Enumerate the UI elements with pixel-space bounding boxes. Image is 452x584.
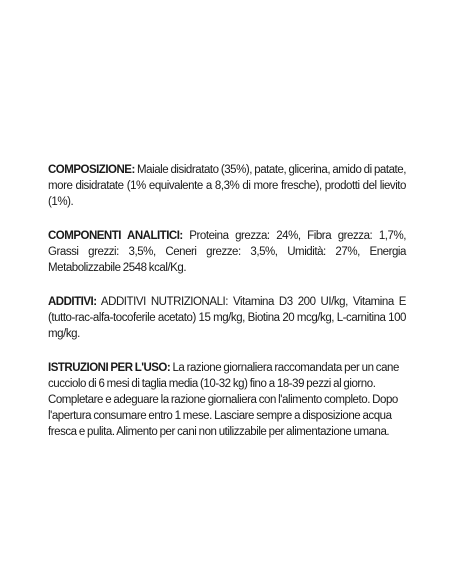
section-composizione xyxy=(48,162,406,210)
section-heading: COMPOSIZIONE: xyxy=(48,164,135,176)
product-label-text xyxy=(48,162,406,458)
section-body: ADDITIVI NUTRIZIONALI: Vitamina D3 200 UI/kg, Vitamina E (tutto-rac-alfa-tocoferile acetato) 15 mg/kg, Biotina 20 mcg/kg, L-carnitina 100 mg/kg. xyxy=(48,296,406,340)
section-body: La razione giornaliera raccomandata per un cane cucciolo di 6 mesi di taglia media (10-32 kg) fino a 18-39 pezzi al giorno. Completare e adeguare la razione giornaliera con l'alimento completo. Dopo l'apertura consumare entro 1 mese. Lasciare sempre a disposizione acqua fresca e pulita. Alimento per cani non utilizzabile per alimentazione umana. xyxy=(48,362,399,438)
section-body: Maiale disidratato (35%), patate, glicerina, amido di patate, more disidratate (1% equivalente a 8,3% di more fresche), prodotti del lievito (1%). xyxy=(48,164,406,208)
section-heading: COMPONENTI ANALITICI: xyxy=(48,230,183,242)
section-body: Proteina grezza: 24%, Fibra grezza: 1,7%, Grassi grezzi: 3,5%, Ceneri grezze: 3,5%, Umidità: 27%, Energia Metabolizzabile 2548 kcal/Kg. xyxy=(48,230,406,274)
section-componenti-analitici xyxy=(48,228,406,276)
section-heading: ISTRUZIONI PER L'USO: xyxy=(48,362,171,374)
section-istruzioni xyxy=(48,360,406,440)
section-heading: ADDITIVI: xyxy=(48,296,97,308)
section-additivi xyxy=(48,294,406,342)
